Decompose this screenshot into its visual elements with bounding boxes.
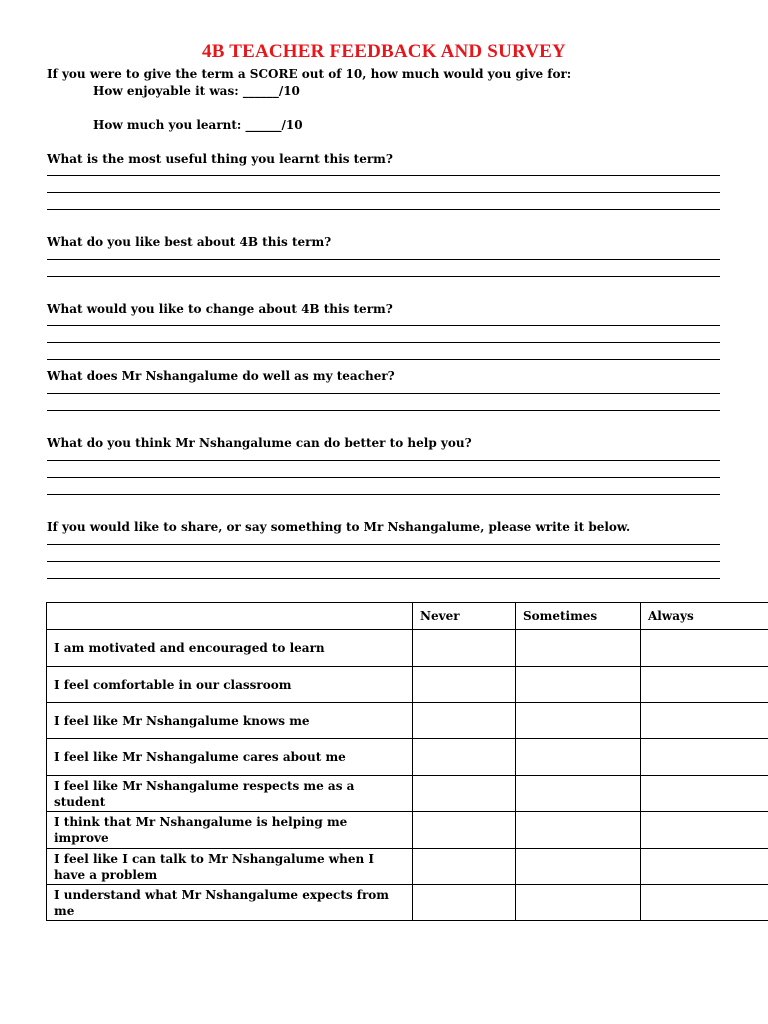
answer-line[interactable] — [47, 325, 720, 326]
sometimes-cell[interactable] — [516, 812, 641, 849]
answer-line[interactable] — [47, 276, 720, 277]
question-6: If you would like to share, or say something to Mr Nshangalume, please write it below. — [47, 520, 631, 534]
statement-cell: I feel like Mr Nshangalume cares about me — [47, 739, 413, 776]
header-sometimes: Sometimes — [516, 603, 641, 630]
table-header-row — [47, 603, 768, 630]
always-cell[interactable] — [641, 812, 768, 849]
answer-line[interactable] — [47, 578, 720, 579]
answer-line[interactable] — [47, 494, 720, 495]
score-enjoyable: How enjoyable it was: ______/10 — [93, 84, 300, 98]
sometimes-cell[interactable] — [516, 849, 641, 885]
answer-line[interactable] — [47, 460, 720, 461]
never-cell[interactable] — [413, 630, 516, 667]
statement-cell: I think that Mr Nshangalume is helping me improve — [47, 812, 413, 849]
answer-line[interactable] — [47, 544, 720, 545]
always-cell[interactable] — [641, 667, 768, 703]
answer-line[interactable] — [47, 477, 720, 478]
never-cell[interactable] — [413, 667, 516, 703]
table-row — [47, 630, 768, 667]
table-row — [47, 812, 768, 849]
sometimes-cell[interactable] — [516, 703, 641, 739]
table-row — [47, 849, 768, 885]
never-cell[interactable] — [413, 849, 516, 885]
never-cell[interactable] — [413, 885, 516, 921]
answer-line[interactable] — [47, 259, 720, 260]
answer-line[interactable] — [47, 359, 720, 360]
header-statement — [47, 603, 413, 630]
question-4: What does Mr Nshangalume do well as my teacher? — [47, 369, 395, 383]
table-row — [47, 703, 768, 739]
statement-cell: I feel like I can talk to Mr Nshangalume when I have a problem — [47, 849, 413, 885]
score-learnt: How much you learnt: ______/10 — [93, 118, 303, 132]
answer-line[interactable] — [47, 410, 720, 411]
survey-table — [46, 602, 768, 921]
statement-cell: I feel like Mr Nshangalume respects me as a student — [47, 776, 413, 812]
table-row — [47, 667, 768, 703]
sometimes-cell[interactable] — [516, 667, 641, 703]
page-title: 4B TEACHER FEEDBACK AND SURVEY — [202, 41, 566, 62]
always-cell[interactable] — [641, 703, 768, 739]
statement-cell: I feel like Mr Nshangalume knows me — [47, 703, 413, 739]
table-row — [47, 776, 768, 812]
sometimes-cell[interactable] — [516, 630, 641, 667]
never-cell[interactable] — [413, 703, 516, 739]
table-row — [47, 739, 768, 776]
table-row — [47, 885, 768, 921]
never-cell[interactable] — [413, 739, 516, 776]
always-cell[interactable] — [641, 885, 768, 921]
never-cell[interactable] — [413, 812, 516, 849]
always-cell[interactable] — [641, 776, 768, 812]
question-3: What would you like to change about 4B this term? — [47, 302, 393, 316]
header-always: Always — [641, 603, 768, 630]
statement-cell: I am motivated and encouraged to learn — [47, 630, 413, 667]
always-cell[interactable] — [641, 849, 768, 885]
answer-line[interactable] — [47, 175, 720, 176]
statement-cell: I feel comfortable in our classroom — [47, 667, 413, 703]
question-2: What do you like best about 4B this term? — [47, 235, 332, 249]
statement-cell: I understand what Mr Nshangalume expects from me — [47, 885, 413, 921]
score-intro: If you were to give the term a SCORE out of 10, how much would you give for: — [47, 67, 572, 81]
header-never: Never — [413, 603, 516, 630]
always-cell[interactable] — [641, 739, 768, 776]
answer-line[interactable] — [47, 561, 720, 562]
answer-line[interactable] — [47, 342, 720, 343]
question-5: What do you think Mr Nshangalume can do better to help you? — [47, 436, 472, 450]
answer-line[interactable] — [47, 209, 720, 210]
question-1: What is the most useful thing you learnt this term? — [47, 152, 393, 166]
never-cell[interactable] — [413, 776, 516, 812]
sometimes-cell[interactable] — [516, 885, 641, 921]
always-cell[interactable] — [641, 630, 768, 667]
sometimes-cell[interactable] — [516, 739, 641, 776]
answer-line[interactable] — [47, 192, 720, 193]
answer-line[interactable] — [47, 393, 720, 394]
sometimes-cell[interactable] — [516, 776, 641, 812]
